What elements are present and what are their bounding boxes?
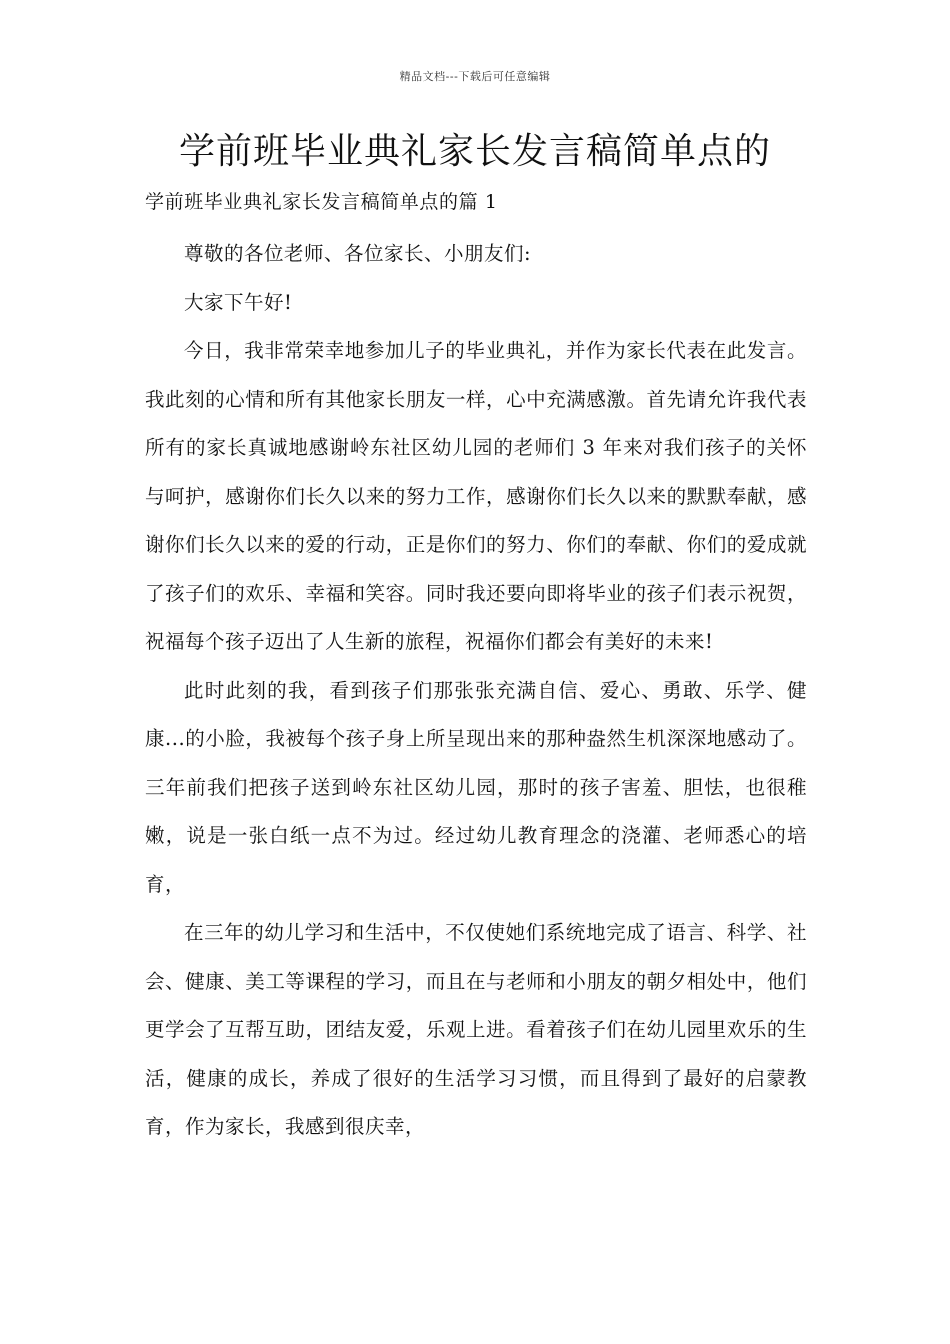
document-body xyxy=(145,180,807,1152)
paragraph-body-2: 此时此刻的我，看到孩子们那张张充满自信、爱心、勇敢、乐学、健康...的小脸，我被每个孩子身上所呈现出来的那种盎然生机深深地感动了。三年前我们把孩子送到岭东社区幼儿园，那时的孩子害羞、胆怯，也很稚嫩，说是一张白纸一点不为过。经过幼儿教育理念的浇灌、老师悉心的培育， xyxy=(145,678,807,896)
header-note: 精品文档---下载后可任意编辑 xyxy=(399,70,551,83)
paragraph-body-3: 在三年的幼儿学习和生活中，不仅使她们系统地完成了语言、科学、社会、健康、美工等课程的学习，而且在与老师和小朋友的朝夕相处中，他们更学会了互帮互助，团结友爱，乐观上进。看着孩子们在幼儿园里欢乐的生活，健康的成长，养成了很好的生活学习习惯，而且得到了最好的启蒙教育，作为家长，我感到很庆幸， xyxy=(145,921,807,1138)
paragraph-salutation: 尊敬的各位老师、各位家长、小朋友们: xyxy=(184,242,532,265)
document-title: 学前班毕业典礼家长发言稿简单点的 xyxy=(178,131,771,172)
paragraph-body-1: 今日，我非常荣幸地参加儿子的毕业典礼，并作为家长代表在此发言。我此刻的心情和所有其他家长朋友一样，心中充满感激。首先请允许我代表所有的家长真诚地感谢岭东社区幼儿园的老师们 3 年来对我们孩子的关怀与呵护，感谢你们长久以来的努力工作，感谢你们长久以来的默默奉献，感谢你们长久以来的爱的行动，正是你们的努力、你们的奉献、你们的爱成就了孩子们的欢乐、幸福和笑容。同时我还要向即将毕业的孩子们表示祝贺，祝福每个孩子迈出了人生新的旅程，祝福你们都会有美好的未来! xyxy=(145,339,807,653)
document-subtitle: 学前班毕业典礼家长发言稿简单点的篇 1 xyxy=(145,191,498,213)
paragraph-greeting: 大家下午好! xyxy=(184,290,293,314)
